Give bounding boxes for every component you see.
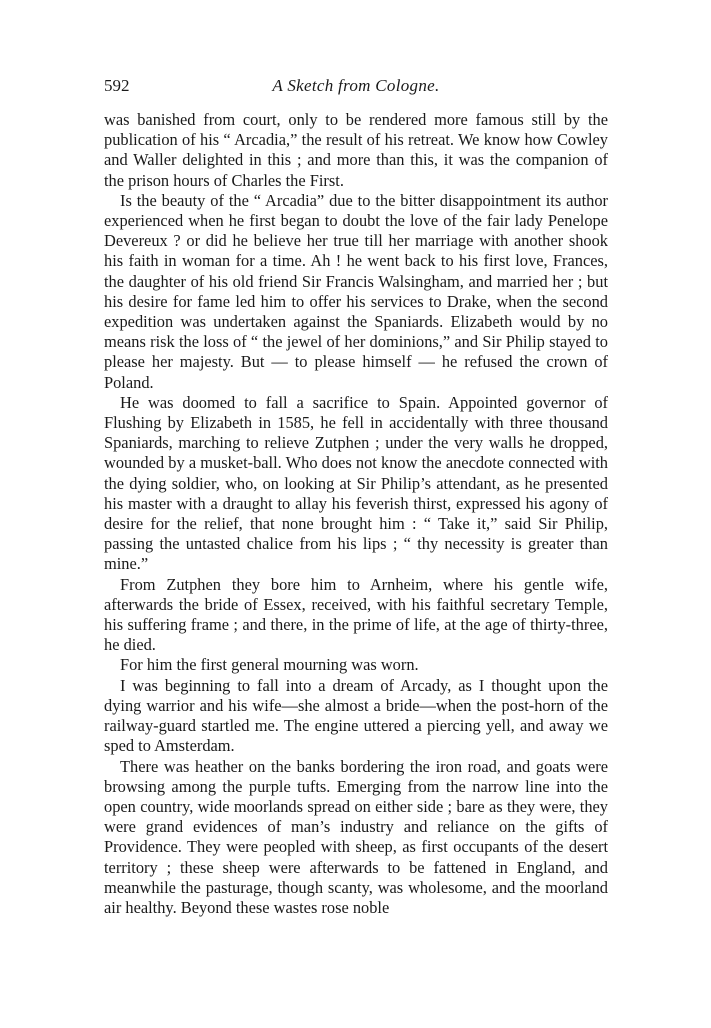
paragraph-3: He was doomed to fall a sacrifice to Spain. Appointed governor of Flushing by Elizabeth in 1585, he fell in accidentally with three thousand Spaniards, marching to relieve Zutphen ; under the very walls he dropped, wounded by a musket-ball. Who does not know the anecdote connected with the dying soldier, who, on looking at Sir Philip’s attendant, as he presented his master with a draught to allay his feverish thirst, expressed his agony of desire for the relief, that none brought him : “ Take it,” said Sir Philip, passing the untasted chalice from his lips ; “ thy necessity is greater than mine.”	[104, 392, 608, 574]
paragraph-1: was banished from court, only to be rendered more famous still by the publication of his “ Arcadia,” the result of his retreat. We know how Cowley and Waller delighted in this ; and more than this, it was the companion of the prison hours of Charles the First.	[104, 110, 608, 190]
paragraph-4: From Zutphen they bore him to Arnheim, where his gentle wife, afterwards the bride of Essex, received, with his faithful secretary Temple, his suffering frame ; and there, in the prime of life, at the age of thirty-three, he died.	[104, 574, 608, 655]
paragraph-2: Is the beauty of the “ Arcadia” due to the bitter disappointment its author experienced when he first began to doubt the love of the fair lady Penelope Devereux ? or did he believe her true till her marriage with another shook his faith in woman for a time. Ah ! he went back to his first love, Frances, the daughter of his old friend Sir Francis Walsingham, and married her ; but his desire for fame led him to offer his services to Drake, when the second expedition was undertaken against the Spaniards. Elizabeth would by no means risk the loss of “ the jewel of her dominions,” and Sir Philip stayed to please her majesty. But — to please himself — he refused the crown of Poland.	[104, 190, 608, 392]
paragraph-6: I was beginning to fall into a dream of Arcady, as I thought upon the dying warrior and his wife—she almost a bride—when the post-horn of the railway-guard startled me. The engine uttered a piercing yell, and away we sped to Amsterdam.	[104, 675, 608, 756]
page-header	[104, 76, 608, 102]
body-text	[104, 110, 608, 918]
paragraph-5: For him the first general mourning was worn.	[120, 655, 419, 675]
book-page	[104, 76, 608, 918]
page-number: 592	[104, 76, 130, 95]
paragraph-7: There was heather on the banks bordering the iron road, and goats were browsing among the purple tufts. Emerging from the narrow line into the open country, wide moorlands spread on either side ; bare as they were, they were grand evidences of man’s industry and reliance on the gifts of Providence. They were peopled with sheep, as first occupants of the desert territory ; these sheep were afterwards to be fattened in England, and meanwhile the pasturage, though scanty, was wholesome, and the moorland air healthy. Beyond these wastes rose noble	[104, 756, 608, 917]
running-title: A Sketch from Cologne.	[272, 76, 440, 95]
